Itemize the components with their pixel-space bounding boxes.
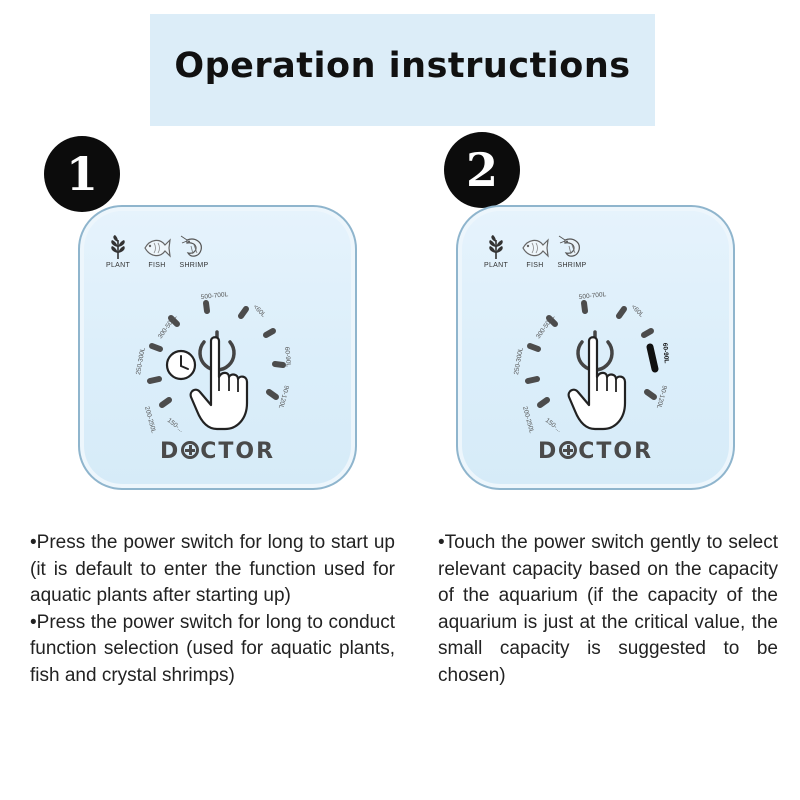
fish-icon bbox=[520, 234, 550, 260]
step-2-badge: 2 bbox=[444, 132, 520, 208]
dial-segment bbox=[206, 303, 207, 311]
step-1-paragraph: •Press the power switch for long to start up (it is default to enter the function used for aquatic plants after starting up) bbox=[30, 532, 395, 606]
capacity-label: 90-120L bbox=[654, 384, 668, 410]
mode-plant bbox=[96, 234, 140, 269]
capacity-label: 60-90L bbox=[283, 346, 292, 368]
shrimp-icon bbox=[557, 234, 587, 260]
step-2-description bbox=[438, 530, 778, 689]
dial-segment bbox=[530, 346, 538, 349]
capacity-label: 500-700L bbox=[578, 291, 607, 301]
mode-shrimp bbox=[172, 234, 216, 269]
dial-segment bbox=[266, 331, 273, 335]
brand-logo: D CTOR bbox=[537, 439, 654, 464]
plant-icon bbox=[103, 234, 133, 260]
capacity-label: 500-700L bbox=[200, 291, 229, 301]
plant-icon bbox=[481, 234, 511, 260]
mode-plant bbox=[474, 234, 518, 269]
device-step-1 bbox=[78, 205, 357, 490]
mode-shrimp bbox=[550, 234, 594, 269]
capacity-label: <60L bbox=[251, 303, 267, 319]
capacity-label: 200-250L bbox=[143, 405, 157, 435]
capacity-label: 90-120L bbox=[276, 384, 290, 410]
mode-shrimp-label: SHRIMP bbox=[179, 262, 209, 269]
dial-segment bbox=[528, 379, 537, 381]
capacity-label: 200-250L bbox=[521, 405, 535, 435]
capacity-label: 250-300L bbox=[135, 347, 147, 376]
dial-segment-active bbox=[650, 347, 655, 369]
capacity-label-active: 60-90L bbox=[661, 342, 670, 364]
capacity-label: <60L bbox=[629, 303, 645, 319]
capacity-label: 300-500L bbox=[156, 313, 179, 341]
dial-segment bbox=[540, 400, 547, 405]
capacity-label: 300-500L bbox=[534, 313, 557, 341]
capacity-label: 250-300L bbox=[513, 347, 525, 376]
dial-segment bbox=[584, 303, 585, 311]
mode-shrimp-label: SHRIMP bbox=[557, 262, 587, 269]
dial-segment bbox=[275, 364, 283, 365]
device-step-2 bbox=[456, 205, 735, 490]
dial-segment bbox=[269, 392, 276, 397]
mode-fish-label: FISH bbox=[148, 262, 166, 269]
plus-circle-icon bbox=[559, 441, 577, 459]
dial-segment bbox=[647, 392, 654, 397]
brand-logo: D CTOR bbox=[159, 439, 276, 464]
dial-segment bbox=[162, 400, 169, 405]
mode-plant-label: PLANT bbox=[105, 262, 131, 269]
dial-segment bbox=[644, 331, 651, 335]
step-1-description bbox=[30, 530, 395, 689]
dial-segment bbox=[152, 346, 160, 349]
mode-plant-label: PLANT bbox=[483, 262, 509, 269]
plus-circle-icon bbox=[181, 441, 199, 459]
dial-segment bbox=[150, 379, 159, 381]
dial-segment bbox=[619, 309, 624, 316]
dial-segment bbox=[241, 309, 246, 316]
mode-fish-label: FISH bbox=[526, 262, 544, 269]
capacity-label: 150-... bbox=[543, 417, 563, 434]
capacity-label: 150-... bbox=[165, 417, 185, 434]
capacity-dial bbox=[125, 279, 315, 439]
page-title: Operation instructions bbox=[174, 46, 631, 86]
step-1-paragraph: •Press the power switch for long to conduct function selection (used for aquatic plants, fish and crystal shrimps) bbox=[30, 611, 395, 686]
clock-icon bbox=[167, 351, 195, 379]
step-2-paragraph: •Touch the power switch gently to select relevant capacity based on the capacity of the aquarium (if the capacity of the aquarium is just at the critical value, the small capacity is suggested to be chosen) bbox=[438, 532, 778, 686]
fish-icon bbox=[142, 234, 172, 260]
step-1-badge: 1 bbox=[44, 136, 120, 212]
capacity-dial bbox=[503, 279, 693, 439]
shrimp-icon bbox=[179, 234, 209, 260]
